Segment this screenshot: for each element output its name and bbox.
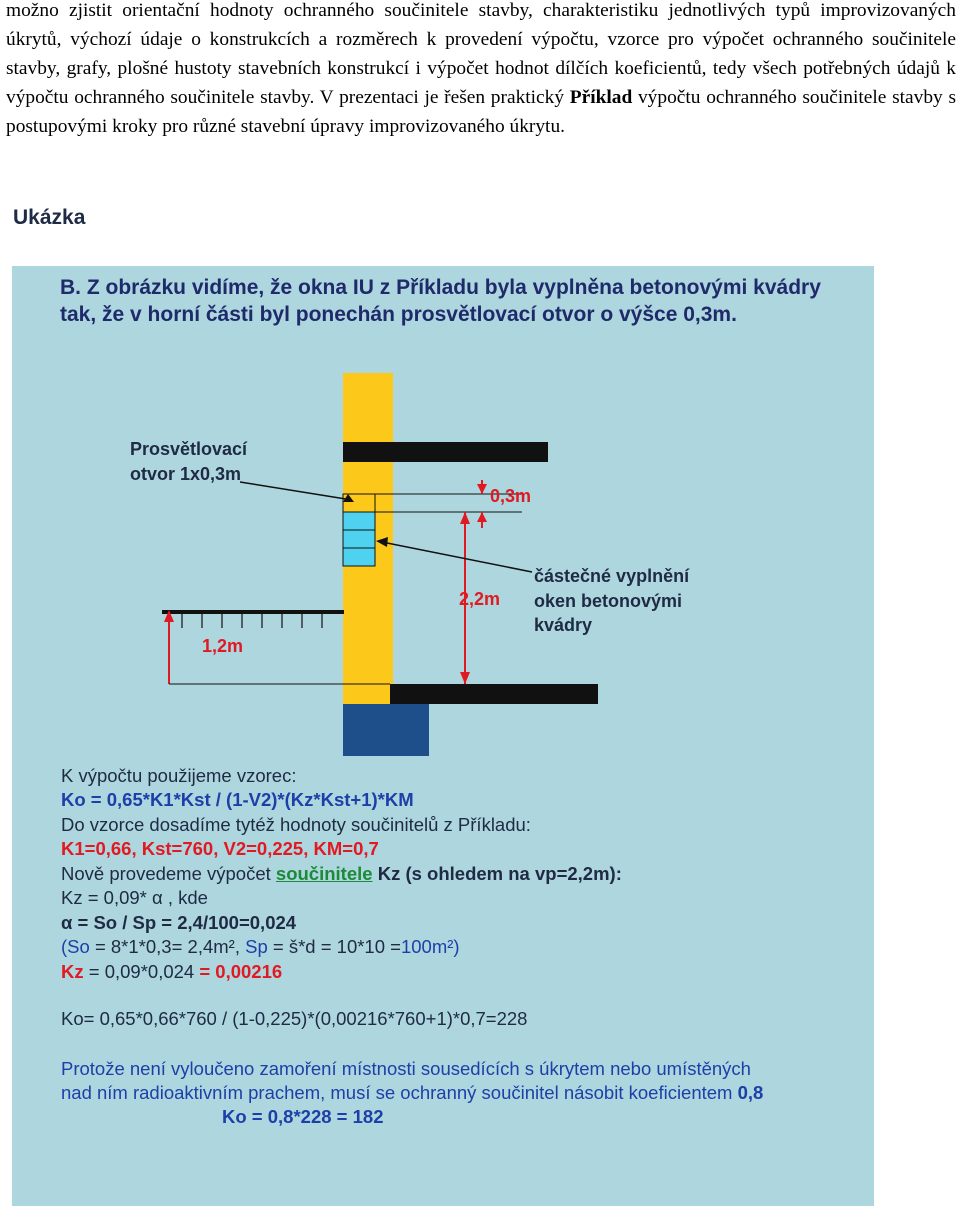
final-result: Ko = 0,8*228 = 182 — [222, 1106, 384, 1127]
intro-text-2: výpočtu ochranného součinitele stavby s postupovými kroky pro různé stavební úpravy improvizovaného úkrytu. — [6, 87, 956, 137]
section-title: Ukázka — [13, 206, 86, 229]
label-fill-1: částečné vyplnění — [534, 566, 690, 586]
soucinitele-link[interactable]: součinitele — [275, 863, 373, 884]
intro-paragraph — [6, 0, 956, 141]
kz-result: Kz = 0,09*0,024 = 0,00216 — [61, 961, 283, 982]
note-line-2: nad ním radioaktivním prachem, musí se ochranný součinitel násobit koeficientem 0,8 — [61, 1082, 764, 1103]
calc-kz-line: Nově provedeme výpočet součinitele Kz (s ohledem na vp=2,2m): — [61, 863, 622, 884]
dimension-0-3m: 0,3m — [490, 486, 532, 506]
dimension-2-2m: 2,2m — [459, 589, 501, 609]
coefficient-values: K1=0,66, Kst=760, V2=0,225, KM=0,7 — [61, 838, 379, 859]
intro-text-1: možno zjistit orientační hodnoty ochranného součinitele stavby, charakteristiku jednotlivých typů improvizovaných úkrytů, výchozí údaje o konstrukcích a rozměrech k provedení výpočtu, vzorce pro výpočet ochranného součinitele stavby, grafy, plošné hustoty stavebních konstrukcí i výpočet hodnot dílčích koeficientů, tedy všech potřebných údajů k výpočtu ochranného součinitele stavby. V prezentaci je řešen praktický — [6, 0, 956, 108]
calc-substitute: Do vzorce dosadíme tytéž hodnoty součinitelů z Příkladu: — [61, 814, 531, 835]
alpha-definition: α = So / Sp = 2,4/100=0,024 — [61, 912, 297, 933]
label-opening-2: otvor 1x0,3m — [130, 464, 242, 484]
dimension-1-2m: 1,2m — [202, 636, 244, 656]
label-fill-2: oken betonovými — [534, 591, 683, 611]
panel-heading: B. Z obrázku vidíme, že okna IU z Příkladu byla vyplněna betonovými kvádry tak, že v horní části byl ponechán prosvětlovací otvor o výšce 0,3m. — [60, 276, 821, 326]
note-line-1: Protože není vyloučeno zamoření místnosti sousedících s úkrytem nebo umístěných — [61, 1058, 751, 1079]
ceiling-slab — [343, 442, 548, 462]
formula-ko: Ko = 0,65*K1*Kst / (1-V2)*(Kz*Kst+1)*KM — [61, 789, 414, 810]
kz-definition: Kz = 0,09* α , kde — [61, 887, 208, 908]
foundation — [343, 704, 429, 756]
floor-slab — [390, 684, 598, 704]
ko-calculation: Ko= 0,65*0,66*760 / (1-0,225)*(0,00216*760+1)*0,7=228 — [61, 1008, 528, 1029]
window-fill-blocks — [343, 512, 375, 566]
ground-line — [162, 610, 344, 614]
example-panel — [12, 266, 874, 1206]
label-opening-1: Prosvětlovací — [130, 439, 248, 459]
intro-bold-priklad: Příklad — [569, 87, 633, 108]
calc-intro: K výpočtu použijeme vzorec: — [61, 765, 297, 786]
ground-hatch — [182, 614, 322, 628]
so-sp-values: (So = 8*1*0,3= 2,4m², Sp = š*d = 10*10 =100m²) — [61, 936, 460, 957]
label-fill-3: kvádry — [534, 615, 593, 635]
